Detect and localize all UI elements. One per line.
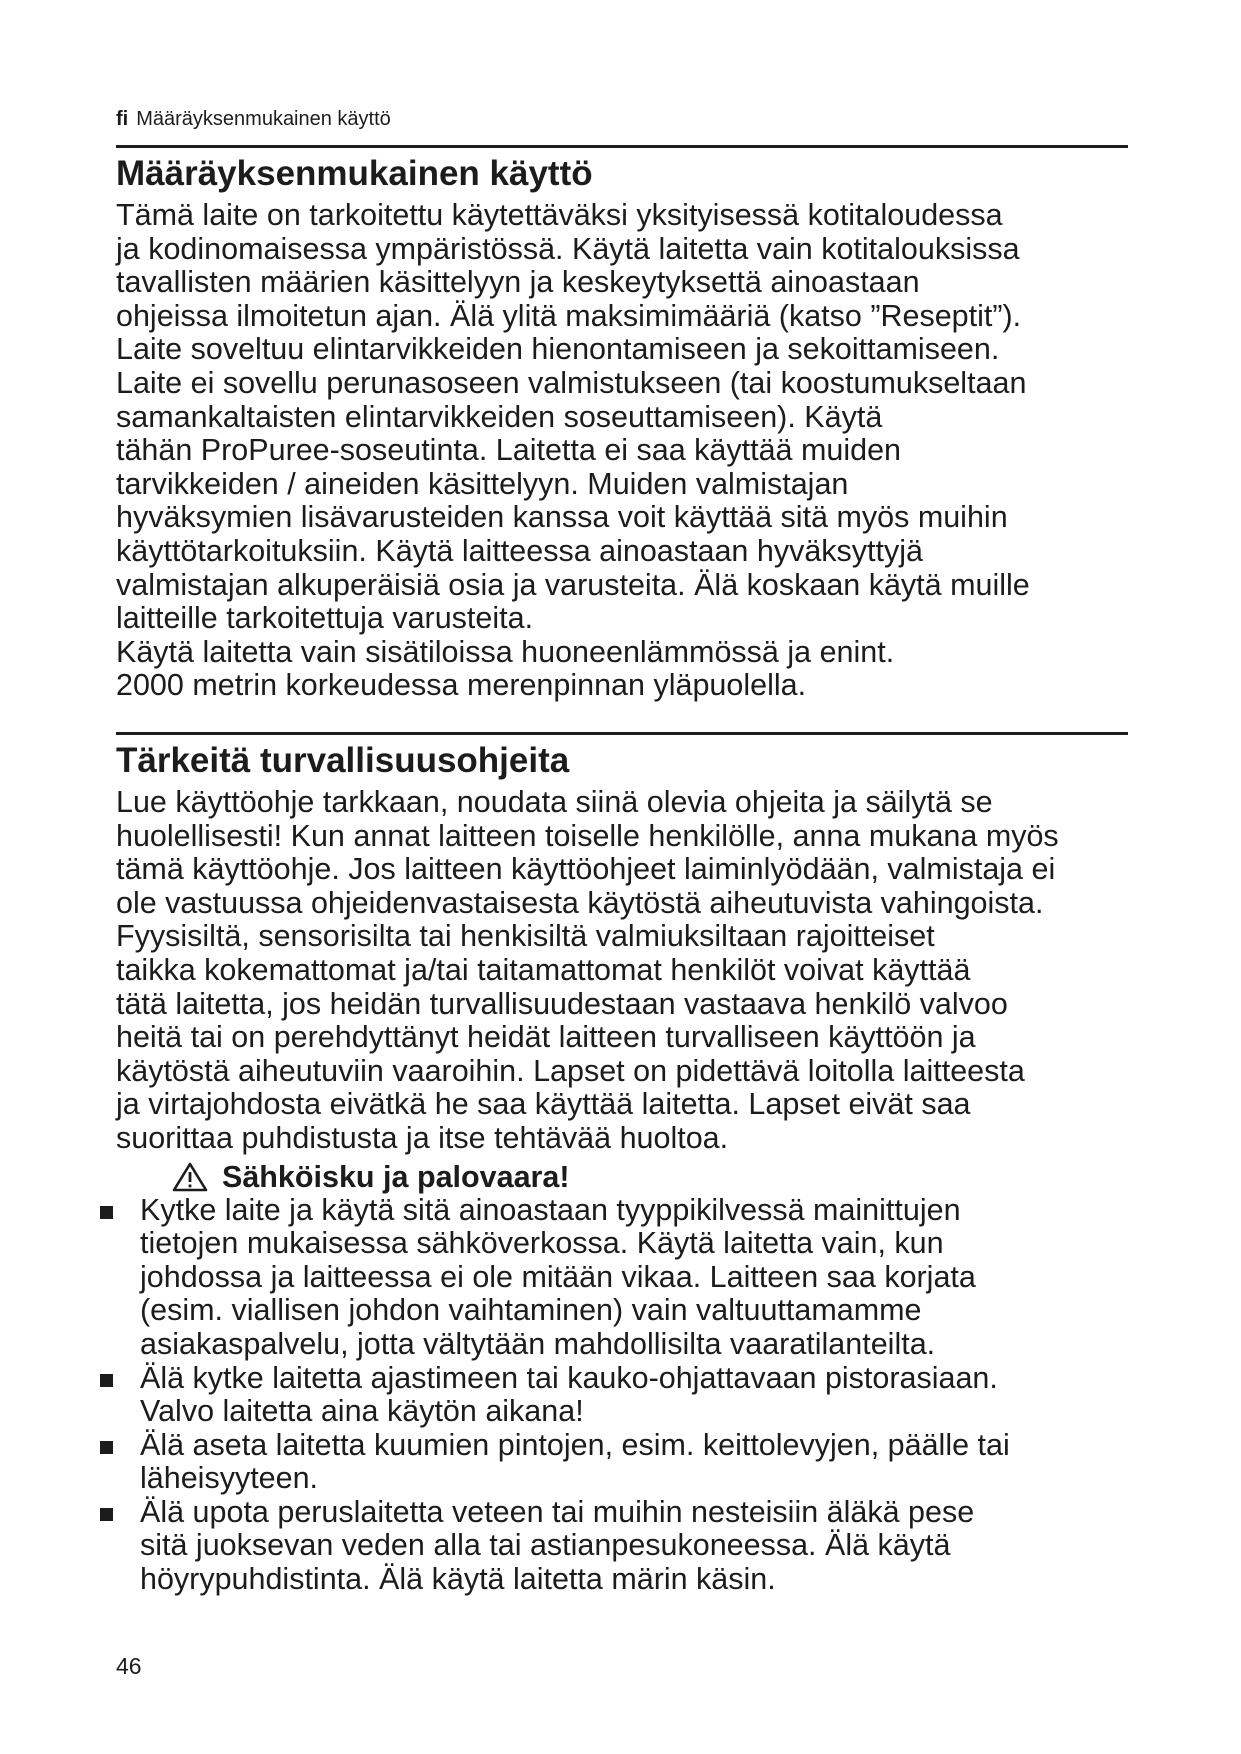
section-divider — [116, 732, 1128, 735]
square-bullet-icon — [100, 1441, 113, 1454]
list-item — [100, 1496, 1128, 1597]
square-bullet-icon — [100, 1508, 113, 1521]
warning-heading — [172, 1160, 1128, 1194]
text-line: laitteille tarkoitettuja varusteita. — [116, 601, 534, 636]
text-line: tätä laitetta, jos heidän turvallisuudestaan vastaava henkilö valvoo — [116, 986, 1008, 1021]
text-line: Laite soveltuu elintarvikkeiden hienontamiseen ja sekoittamiseen. — [116, 332, 1000, 367]
text-line: Lue käyttöohje tarkkaan, noudata siinä olevia ohjeita ja säilytä se — [116, 785, 993, 819]
text-line: suorittaa puhdistusta ja itse tehtävää huoltoa. — [116, 1120, 729, 1155]
text-line: Fyysisiltä, sensorisilta tai henkisiltä valmiuksiltaan rajoitteiset — [116, 919, 935, 954]
warning-triangle-icon — [172, 1162, 208, 1192]
text-line: Laite ei sovellu perunasoseen valmistukseen (tai koostumukseltaan — [116, 365, 1027, 400]
square-bullet-icon — [100, 1206, 113, 1219]
text-line: Älä upota peruslaitetta veteen tai muihin nesteisiin äläkä pese — [140, 1494, 975, 1529]
page-number: 46 — [116, 1653, 142, 1679]
text-line: Tämä laite on tarkoitettu käytettäväksi yksityisessä kotitaloudessa — [116, 198, 1003, 232]
section-divider — [116, 145, 1128, 148]
text-line: taikka kokemattomat ja/tai taitamattomat henkilöt voivat käyttää — [116, 952, 971, 987]
list-item — [100, 1429, 1128, 1496]
section-intended-use — [116, 145, 1128, 703]
running-header-title: Määräyksenmukainen käyttö — [136, 108, 391, 130]
running-header — [116, 107, 391, 131]
text-line: ole vastuussa ohjeidenvastaisesta käytöstä aiheutuvista vahingoista. — [116, 885, 1044, 920]
text-line: huolellisesti! Kun annat laitteen toiselle henkilölle, anna mukana myös — [116, 818, 1059, 853]
text-line: heitä tai on perehdyttänyt heidät laitteen turvalliseen käyttöön ja — [116, 1020, 976, 1055]
text-line: ja kodinomaisessa ympäristössä. Käytä laitetta vain kotitalouksissa — [116, 231, 1020, 266]
warning-title: Sähköisku ja palovaara! — [222, 1159, 570, 1194]
text-line: tietojen mukaisessa sähköverkossa. Käytä laitetta vain, kun — [140, 1226, 944, 1261]
square-bullet-icon — [100, 1374, 113, 1387]
list-item — [100, 1362, 1128, 1429]
section-heading-intended-use: Määräyksenmukainen käyttö — [116, 154, 593, 193]
section-safety-instructions — [116, 732, 1128, 1597]
text-line: samankaltaisten elintarvikkeiden soseuttamiseen). Käytä — [116, 399, 883, 434]
text-line: Kytke laite ja käytä sitä ainoastaan tyyppikilvessä mainittujen — [140, 1192, 961, 1227]
safety-paragraph — [116, 786, 1128, 1156]
text-line: Käytä laitetta vain sisätiloissa huoneenlämmössä ja enint. — [116, 634, 895, 669]
text-line: höyrypuhdistinta. Älä käytä laitetta märin käsin. — [140, 1562, 776, 1597]
text-line: tarvikkeiden / aineiden käsittelyyn. Muiden valmistajan — [116, 466, 849, 501]
text-line: hyväksymien lisävarusteiden kanssa voit käyttää sitä myös muihin — [116, 500, 1008, 535]
text-line: tämä käyttöohje. Jos laitteen käyttöohjeet laiminlyödään, valmistaja ei — [116, 852, 1056, 887]
text-line: valmistajan alkuperäisiä osia ja varusteita. Älä koskaan käytä muille — [116, 567, 1030, 602]
text-line: tavallisten määrien käsittelyyn ja keskeytyksettä ainoastaan — [116, 265, 920, 300]
text-line: ohjeissa ilmoitetun ajan. Älä ylitä maksimimääriä (katso ”Reseptit”). — [116, 298, 1022, 333]
text-line: johdossa ja laitteessa ei ole mitään vikaa. Laitteen saa korjata — [140, 1259, 976, 1294]
text-line: käytöstä aiheutuviin vaaroihin. Lapset on pidettävä loitolla laitteesta — [116, 1053, 1025, 1088]
text-line: sitä juoksevan veden alla tai astianpesukoneessa. Älä käytä — [140, 1528, 951, 1563]
section-heading-safety: Tärkeitä turvallisuusohjeita — [116, 741, 570, 780]
text-line: 2000 metrin korkeudessa merenpinnan yläpuolella. — [116, 668, 807, 703]
safety-bullet-list — [116, 1194, 1128, 1597]
text-line: Älä kytke laitetta ajastimeen tai kauko-ohjattavaan pistorasiaan. — [140, 1360, 998, 1395]
text-line: (esim. viallisen johdon vaihtaminen) vain valtuuttamamme — [140, 1293, 922, 1328]
text-line: ja virtajohdosta eivätkä he saa käyttää laitetta. Lapset eivät saa — [116, 1087, 971, 1122]
list-item — [100, 1194, 1128, 1362]
intended-use-paragraph — [116, 199, 1128, 703]
text-line: Älä aseta laitetta kuumien pintojen, esim. keittolevyjen, päälle tai — [140, 1427, 1010, 1462]
text-line: asiakaspalvelu, jotta vältytään mahdollisilta vaaratilanteilta. — [140, 1326, 936, 1361]
text-line: tähän ProPuree-soseutinta. Laitetta ei saa käyttää muiden — [116, 433, 902, 468]
text-line: Valvo laitetta aina käytön aikana! — [140, 1394, 584, 1429]
text-line: läheisyyteen. — [140, 1461, 319, 1496]
text-line: käyttötarkoituksiin. Käytä laitteessa ainoastaan hyväksyttyjä — [116, 533, 923, 568]
language-code: fi — [116, 108, 129, 130]
